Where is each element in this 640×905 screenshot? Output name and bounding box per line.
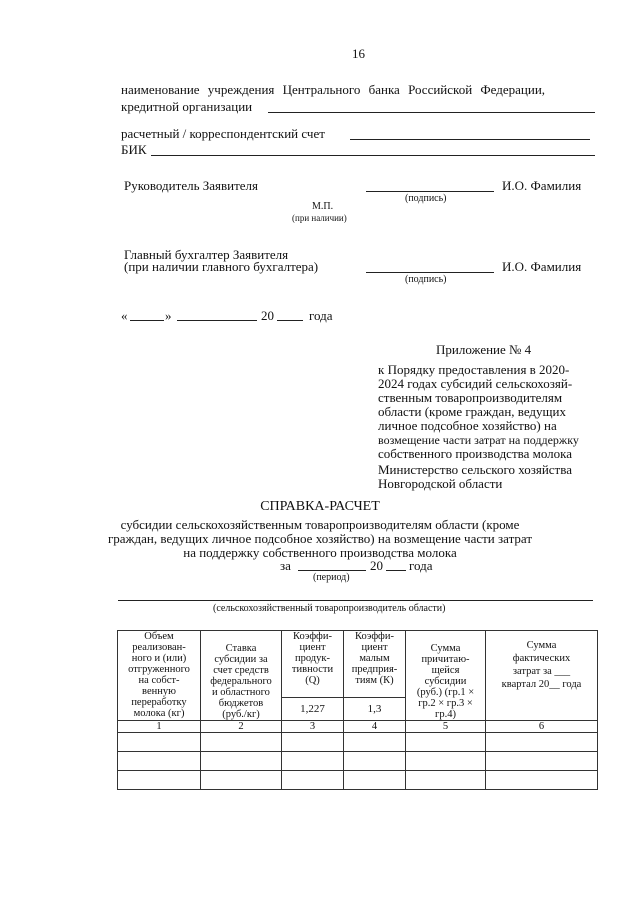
- credit-org-label: кредитной организации: [121, 99, 253, 114]
- date-open-quote: «: [121, 308, 128, 323]
- subtitle-line: на поддержку собственного производства молока: [183, 545, 457, 560]
- table-row: [118, 733, 598, 752]
- header-text: счет средств: [213, 665, 269, 676]
- table-cell[interactable]: [486, 733, 598, 752]
- date-close-quote: »: [165, 308, 172, 323]
- column-number: 4: [344, 721, 406, 733]
- header-text: продук-: [294, 653, 330, 664]
- table-cell[interactable]: [486, 771, 598, 790]
- table-row: [118, 752, 598, 771]
- table-cell[interactable]: [344, 733, 406, 752]
- date-year-prefix: 20: [261, 308, 274, 323]
- subtitle-line: граждан, ведущих личное подсобное хозяйство) на возмещение части затрат: [107, 531, 533, 546]
- account-field[interactable]: [350, 139, 590, 140]
- header-text: (руб.) (гр.1 ×: [416, 687, 475, 698]
- chief-accountant-note: (при наличии главного бухгалтера): [124, 259, 319, 274]
- header-text: циент: [361, 642, 388, 653]
- table-cell[interactable]: [201, 752, 282, 771]
- ministry-line: Министерство сельского хозяйства: [378, 462, 572, 477]
- table-cell[interactable]: [118, 771, 201, 790]
- date-year-suffix: года: [309, 308, 333, 323]
- header-text: причитаю-: [421, 654, 470, 665]
- subtitle-line: субсидии сельскохозяйственным товаропроизводителям области (кроме: [120, 517, 520, 532]
- header-text: отгруженного: [128, 664, 190, 675]
- date-month-field[interactable]: [177, 320, 257, 321]
- column-number: 6: [486, 721, 598, 733]
- ministry-name: [378, 463, 572, 491]
- producer-field[interactable]: [118, 600, 593, 601]
- header-sum-due: [406, 631, 486, 721]
- period-year-suffix: года: [409, 558, 433, 573]
- calculation-table: [117, 630, 598, 790]
- header-text: федерального: [210, 676, 272, 687]
- head-initials: И.О. Фамилия: [502, 178, 582, 193]
- table-cell[interactable]: [118, 752, 201, 771]
- appendix-line: личное подсобное хозяйство) на: [378, 418, 557, 433]
- chief-sign-note: (подпись): [405, 274, 447, 285]
- table-cell[interactable]: [282, 771, 344, 790]
- header-text: квартал 20__ года: [501, 679, 582, 690]
- header-text: Объем: [144, 631, 174, 642]
- header-text: (руб./кг): [222, 709, 260, 720]
- stamp-note: (при наличии): [292, 213, 347, 223]
- header-text: бюджетов: [218, 698, 264, 709]
- appendix-title: Приложение № 4: [436, 342, 532, 357]
- header-text: Ставка: [225, 643, 257, 654]
- credit-org-field[interactable]: [268, 112, 595, 113]
- header-volume: [118, 631, 201, 721]
- q-value: 1,227: [282, 698, 344, 721]
- header-text: гр.4): [435, 709, 456, 720]
- stamp-label: М.П.: [312, 201, 334, 212]
- appendix-text: [378, 363, 579, 461]
- head-sign-note: (подпись): [405, 193, 447, 204]
- table-cell[interactable]: [344, 771, 406, 790]
- bank-name-label: наименование учреждения Центрального банка Российской Федерации,: [121, 82, 546, 97]
- header-text: фактических: [512, 653, 571, 664]
- header-q: [282, 631, 344, 698]
- header-text: Сумма: [430, 643, 461, 654]
- document-title: СПРАВКА-РАСЧЕТ: [260, 499, 380, 514]
- header-text: на собст-: [138, 675, 180, 686]
- table-cell[interactable]: [201, 771, 282, 790]
- header-text: щейся: [431, 665, 460, 676]
- appendix-line: возмещение части затрат на поддержку: [378, 433, 579, 447]
- header-text: Коэффи-: [355, 631, 394, 642]
- head-label: Руководитель Заявителя: [124, 178, 259, 193]
- table-cell[interactable]: [486, 752, 598, 771]
- header-text: субсидии: [424, 676, 467, 687]
- table-column-numbers: [118, 721, 598, 733]
- header-actual-costs: [486, 631, 598, 721]
- appendix-line: 2024 годах субсидий сельскохозяй-: [378, 376, 573, 391]
- appendix-line: собственного производства молока: [378, 446, 573, 461]
- table-cell[interactable]: [406, 733, 486, 752]
- table-cell[interactable]: [344, 752, 406, 771]
- period-field[interactable]: [298, 570, 366, 571]
- header-text: затрат за ___: [512, 666, 571, 677]
- column-number: 5: [406, 721, 486, 733]
- table-cell[interactable]: [282, 733, 344, 752]
- table-header-row: [118, 631, 598, 698]
- header-text: ного и (или): [131, 653, 187, 664]
- header-text: реализован-: [132, 642, 186, 653]
- header-text: гр.2 × гр.3 ×: [418, 698, 473, 709]
- column-number: 2: [201, 721, 282, 733]
- header-text: тиям (К): [355, 675, 394, 686]
- table-cell[interactable]: [118, 733, 201, 752]
- header-text: молока (кг): [133, 708, 185, 719]
- appendix-line: области (кроме граждан, ведущих: [378, 404, 567, 419]
- header-text: циент: [299, 642, 326, 653]
- header-text: Сумма: [526, 640, 557, 651]
- header-text: субсидии за: [214, 654, 268, 665]
- header-k: [344, 631, 406, 698]
- column-number: 1: [118, 721, 201, 733]
- bik-field[interactable]: [151, 155, 595, 156]
- table-cell[interactable]: [406, 752, 486, 771]
- header-text: малым: [359, 653, 390, 664]
- period-year-prefix: 20: [370, 558, 383, 573]
- producer-note: (сельскохозяйственный товаропроизводитель области): [213, 603, 446, 614]
- head-sign-line[interactable]: [366, 191, 494, 192]
- period-year-field[interactable]: [386, 570, 406, 571]
- header-text: и областного: [212, 687, 270, 698]
- chief-sign-line[interactable]: [366, 272, 494, 273]
- page-number: 16: [352, 46, 365, 61]
- header-text: (Q): [305, 675, 320, 686]
- header-text: переработку: [131, 697, 187, 708]
- table-cell[interactable]: [406, 771, 486, 790]
- header-text: венную: [142, 686, 176, 697]
- table-row: [118, 771, 598, 790]
- account-label: расчетный / корреспондентский счет: [121, 126, 325, 141]
- chief-initials: И.О. Фамилия: [502, 259, 582, 274]
- table-cell[interactable]: [201, 733, 282, 752]
- document-subtitle: [60, 518, 580, 560]
- header-text: Коэффи-: [293, 631, 332, 642]
- period-note: (период): [313, 572, 350, 583]
- k-value: 1,3: [344, 698, 406, 721]
- chief-accountant-label: Главный бухгалтер Заявителя: [124, 247, 289, 262]
- appendix-line: к Порядку предоставления в 2020-: [378, 362, 570, 377]
- period-prefix: за: [280, 558, 291, 573]
- date-year-field[interactable]: [277, 320, 303, 321]
- header-rate: [201, 631, 282, 721]
- ministry-line: Новгородской области: [378, 476, 503, 491]
- date-day-field[interactable]: [130, 320, 164, 321]
- bik-label: БИК: [121, 142, 147, 157]
- column-number: 3: [282, 721, 344, 733]
- header-text: предприя-: [351, 664, 398, 675]
- appendix-line: ственным товаропроизводителям: [378, 390, 563, 405]
- table-cell[interactable]: [282, 752, 344, 771]
- header-text: тивности: [291, 664, 334, 675]
